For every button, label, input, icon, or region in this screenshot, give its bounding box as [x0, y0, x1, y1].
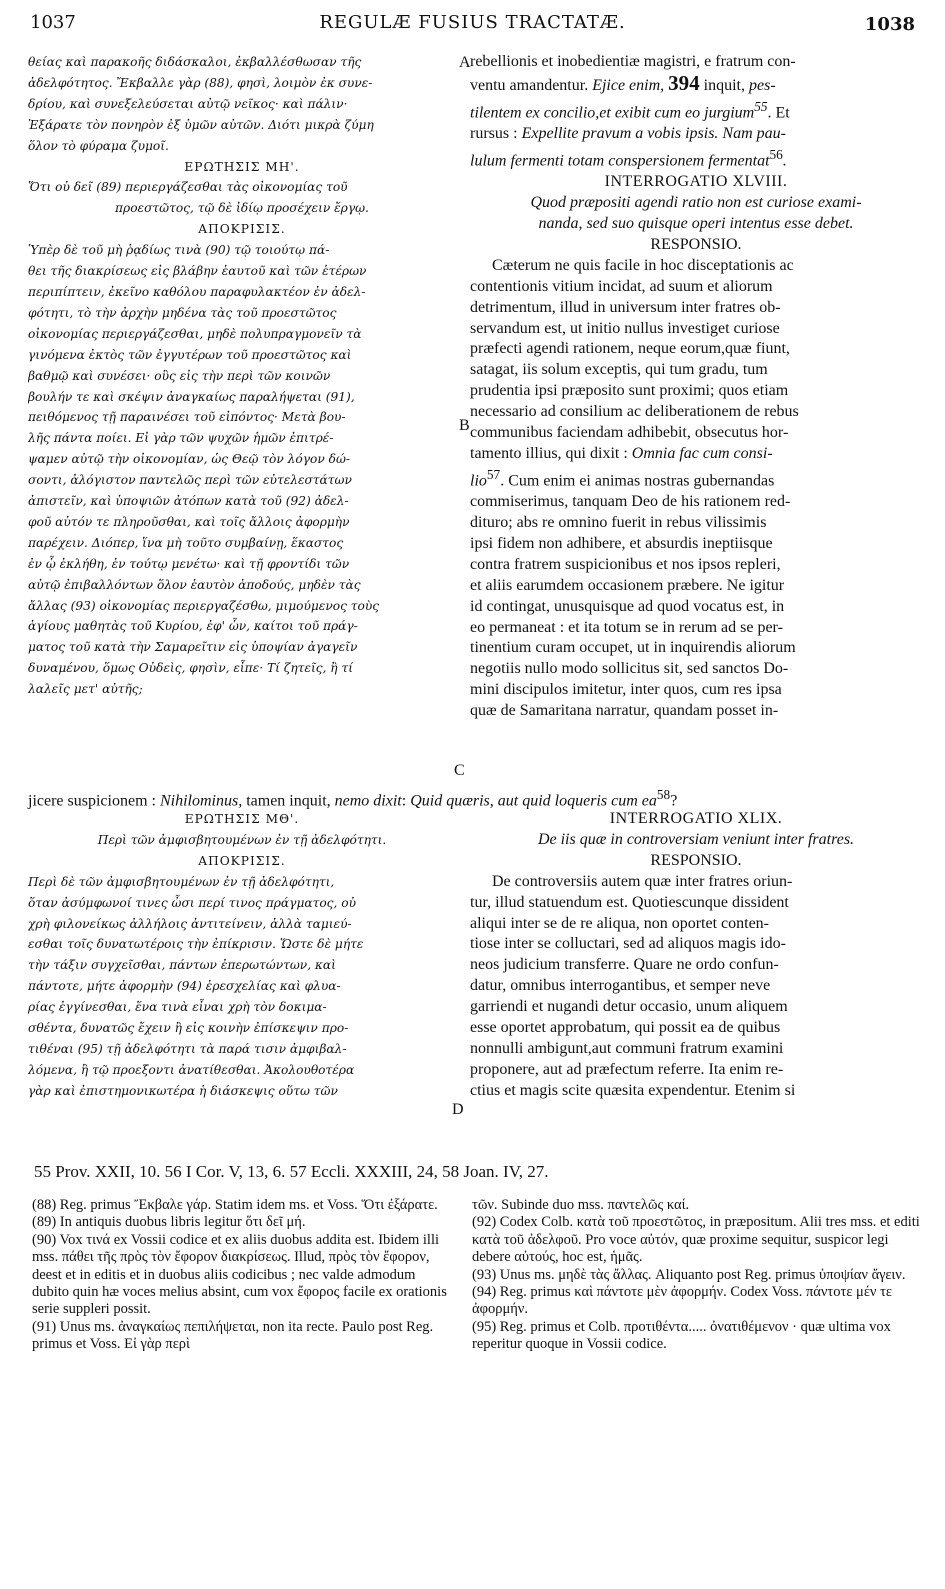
greek-line: οἰκονομίας περιεργάζεσθαι, μηδὲ πολυπραγμονεῖν τὰ	[28, 326, 362, 341]
latin-line: necessario ad consilium ac deliberationem de rebus	[470, 403, 799, 421]
greek-line: πάντοτε, μήτε ἀφορμὴν (94) ἐρεσχελίας καὶ φλυα-	[28, 979, 341, 994]
latin-line: lulum fermenti totam conspersionem fermentat$^{56}$.	[470, 146, 787, 170]
latin-line	[470, 444, 922, 465]
latin-line: prudentia ipsi præposito sunt proximi; quos etiam	[470, 382, 789, 400]
latin-line	[470, 73, 922, 97]
latin-line: detrimentum, illud in universum inter fratres ob-	[470, 298, 781, 316]
latin-italic: Expellite pravum a vobis ipsis. Nam pau-	[521, 125, 786, 143]
greek-line: Ἐξάρατε τὸν πονηρὸν ἐξ ὑμῶν αὐτῶν. Διότι μικρὰ ζύμη	[28, 117, 374, 132]
latin-line: datur, omnibus interrogantibus, et semper neve	[470, 977, 771, 995]
latin-line: servandum est, ut initio nullus investiget curiose	[470, 319, 780, 337]
footnote: (89) In antiquis duobus libris legitur ὅτι δεῖ μή.	[32, 1214, 306, 1231]
greek-line: γινόμενα ἐκτὸς τῶν ἐγγυτέρων τοῦ προεστῶτος καὶ	[28, 347, 352, 362]
margin-letter-a: A	[459, 54, 471, 71]
latin-text: :	[401, 792, 407, 810]
full-width-line	[28, 785, 928, 811]
latin-line	[470, 97, 922, 124]
footnote: (93) Unus ms. μηδὲ τὰς ἄλλας. Aliquanto post Reg. primus ὑποψίαν ἄγειν.	[472, 1266, 906, 1283]
footnote-ref: 56	[769, 146, 783, 162]
running-title: REGULÆ FUSIUS TRACTATÆ.	[319, 12, 626, 33]
greek-line: χρὴ φιλονείκως ἀλλήλοις ἀντιτείνειν, ἀλλὰ ταμιεύ-	[28, 916, 352, 931]
greek-line: σοντι, ἀλόγιστον παντελῶς περὶ τῶν εὐτελεστάτων	[28, 473, 352, 488]
greek-line: θείας καὶ παρακοῆς διδάσκαλοι, ἐκβαλλέσθωσαν τῆς	[28, 55, 362, 69]
footnote-ref: 55	[754, 98, 768, 114]
greek-line: τιθέναι (95) τῇ ἀδελφότητι τὰ παρά τισιν ἀμφιβαλ-	[28, 1041, 347, 1056]
footnote: (90) Vox τινά ex Vossii codice et ex aliis duobus addita est. Ibidem illi mss. πάθει τῆς πρὸς τὸν ἔφορον διακρίσεως. Illud, πρὸς τὸν ἔφορον, deest et in editis et in duobus aliis codicibus ; nec valde admodum dubito quin hæ voces melius absint, cum vox ἔφορος facile ex orationis serie suppleri possit.	[32, 1231, 447, 1318]
latin-line: rebellionis et inobedientiæ magistri, e fratrum con-	[470, 53, 796, 70]
scripture-references: 55 Prov. XXII, 10. 56 I Cor. V, 13, 6. 57 Eccli. XXXIII, 24, 58 Joan. IV, 27.	[34, 1162, 549, 1181]
latin-text: inquit,	[699, 76, 749, 94]
latin-line: satagat, iis solum exceptis, qui tum gradu, tum	[470, 361, 768, 379]
latin-line: et aliis earumdem occasionem præbere. Ne igitur	[470, 576, 785, 594]
latin-question-title: INTERROGATIO XLVIII.	[604, 173, 788, 191]
greek-line: ψαμεν αὐτῷ τὴν οἰκονομίαν, ὡς Θεῷ τὸν λόγον δώ-	[28, 452, 351, 467]
greek-line: ἐν ᾧ ἐκλήθη, ἐν τούτῳ μενέτω· καὶ τῇ φροντίδι τῶν	[28, 556, 350, 571]
latin-line: id contingat, unusquisque ad quod vocatus est, in	[470, 597, 785, 615]
footnote: (88) Reg. primus Ἔκβαλε γάρ. Statim idem ms. et Voss. Ὅτι ἐξάρατε.	[32, 1197, 438, 1213]
latin-line: De controversiis autem quæ inter fratres oriun-	[492, 872, 793, 890]
greek-line: ἁγίους μαθητὰς τοῦ Κυρίου, ἐφ' ὧν, καίτοι τοῦ πράγ-	[28, 619, 358, 634]
latin-line: contra fratrem suspicionibus et nos ipsos repleri,	[470, 555, 781, 573]
greek-answer-title: ΑΠΟΚΡΙΣΙΣ.	[198, 853, 286, 868]
latin-line: ipsi fidem non adhibere, et absurdis ineptiisque	[470, 534, 773, 552]
latin-italic: pes-	[749, 76, 776, 94]
latin-column-top	[470, 52, 922, 722]
greek-question-text: προεστῶτος, τῷ δὲ ἰδίῳ προσέχειν ἔργῳ.	[115, 201, 369, 216]
latin-line	[470, 465, 922, 492]
greek-line: ὅταν ἀσύμφωνοί τινες ὦσι περί τινος πράγματος, οὐ	[28, 895, 356, 910]
latin-text: . Et	[767, 104, 790, 122]
latin-line: esse oportet approbatum, qui possit ea de quibus	[470, 1019, 781, 1037]
greek-line: ἄλλας (93) οἰκονομίας περιεργαζέσθω, μιμούμενος τοὺς	[28, 598, 380, 613]
footnote: τῶν. Subinde duo mss. παντελῶς καί.	[472, 1197, 690, 1213]
greek-question-title: ΕΡΩΤΗΣΙΣ ΜΘ'.	[184, 812, 300, 826]
page-number-right: 1038	[864, 14, 915, 35]
latin-question-text: nanda, sed suo quisque operi intentus esse debet.	[538, 215, 854, 232]
latin-line: neos judicium transferre. Quare ne ordo confun-	[470, 956, 779, 974]
latin-line: quæ de Samaritana narratur, quandam posset in-	[470, 702, 779, 720]
latin-line	[470, 124, 922, 145]
greek-line: περιπίπτειν, ἐκεῖνο καθόλου παραφυλακτέον ἐν ἀδελ-	[28, 284, 366, 299]
footnotes-left	[32, 1197, 447, 1354]
latin-line: ctius et magis scite quæsita expendentur. Etenim si	[470, 1081, 796, 1099]
greek-line: λαλεῖς μετ' αὐτῆς;	[28, 682, 143, 697]
latin-italic: Ejice enim,	[592, 76, 665, 94]
latin-line: contentionis vitium incidat, ad suum et aliorum	[470, 277, 773, 295]
latin-line: tur, illud statuendum est. Quotiescunque dissident	[470, 893, 789, 911]
greek-line: Περὶ δὲ τῶν ἀμφισβητουμένων ἐν τῇ ἀδελφότητι,	[28, 874, 335, 889]
greek-line: λόμενα, ἢ τῷ προεξοντι ἀνατίθεσθαι. Ἀκολουθοτέρα	[28, 1062, 355, 1077]
greek-line: ἀδελφότητος. Ἔκβαλλε γὰρ (88), φησὶ, λοιμὸν ἐκ συνε-	[28, 75, 373, 90]
latin-line: commiserimus, tanquam Deo de his rationem red-	[470, 493, 791, 511]
latin-text: rursus :	[470, 125, 522, 143]
greek-question-title: ΕΡΩΤΗΣΙΣ ΜΗ'.	[184, 159, 300, 174]
footnote: (91) Unus ms. ἀναγκαίως πεπιλήψεται, non ita recte. Paulo post Reg. primus et Voss. Εἰ γὰρ περὶ	[32, 1318, 434, 1353]
latin-line: negotiis nullo modo sollicitus sit, sed sanctos Do-	[470, 660, 789, 678]
greek-line: δυναμένου, ὅμως Οὐδεὶς, φησὶν, εἶπε· Τί ζητεῖς, ἢ τί	[28, 661, 354, 676]
greek-line: λῆς πάντα ποίει. Εἰ γὰρ τῶν ψυχῶν ἡμῶν ἐπιτρέ-	[28, 431, 334, 446]
latin-line: tiose inter se colluctari, sed ad aliquos magis ido-	[470, 935, 786, 953]
latin-italic: Omnia fac cum consi-	[627, 444, 773, 462]
greek-line: ρίας ἐγγίνεσθαι, ἕνα τινὰ εἶναι χρὴ τὸν δοκιμα-	[28, 1000, 327, 1015]
latin-answer-title: RESPONSIO.	[650, 235, 742, 253]
latin-text: tamento illius, qui dixit :	[470, 444, 628, 462]
greek-line: πειθόμενος τῇ παραινέσει τοῦ εἰπόντος· Μετὰ βου-	[28, 410, 346, 425]
latin-text: ?	[670, 792, 678, 810]
latin-line: communibus faciendam adhibebit, obsecutus hor-	[470, 424, 789, 442]
greek-line: βαθμῷ καὶ συνέσει· οὓς εἰς τὴν περὶ τῶν κοινῶν	[28, 368, 331, 383]
latin-line: aliqui inter se de re aliqua, non oportet conten-	[470, 914, 770, 932]
latin-line: dituro; abs re omnino fuerit in rebus vilissimis	[470, 514, 767, 532]
greek-line: φότητι, τὸ τὴν ἀρχὴν μηδένα τὰς τοῦ προεστῶτος	[28, 305, 337, 320]
latin-column-bottom	[470, 809, 922, 1102]
latin-line: nonnulli ambigunt,aut communi fratrum examini	[470, 1039, 784, 1057]
greek-line: θει τῆς διακρίσεως εἰς βλάβην ἑαυτοῦ καὶ τῶν ἑτέρων	[28, 264, 367, 279]
latin-italic: lulum fermenti totam conspersionem fermentat	[470, 152, 770, 170]
column-number: 394	[668, 72, 700, 95]
page-number-left: 1037	[30, 12, 76, 33]
latin-line: Cæterum ne quis facile in hoc disceptationis ac	[492, 256, 794, 274]
latin-line: præfecti agendi rationem, neque eorum,quæ fiunt,	[470, 340, 790, 358]
footnote: (95) Reg. primus et Colb. προτιθέντα..... ὀνατιθέμενον · quæ ultima vox reperitur quoque in Vossii codice.	[472, 1318, 891, 1353]
greek-line: δρίου, καὶ συνεξελεύσεται αὐτῷ νεῖκος· καὶ πάλιν·	[28, 96, 348, 111]
greek-answer-title: ΑΠΟΚΡΙΣΙΣ.	[198, 222, 286, 237]
greek-line: εσθαι τοῖς δυνατωτέροις τὴν ἐπίκρισιν. Ὥστε δὲ μήτε	[28, 937, 364, 952]
latin-line: mini discipulos imitetur, inter quos, cum res ipsa	[470, 681, 782, 699]
latin-italic: Quid quæris, aut quid loqueris cum ea	[406, 792, 657, 810]
greek-question-text: Ὅτι οὐ δεῖ (89) περιεργάζεσθαι τὰς οἰκονομίας τοῦ	[28, 180, 348, 195]
latin-question-title: INTERROGATIO XLIX.	[609, 810, 783, 827]
latin-italic: tilentem ex concilio,et exibit cum eo jurgium	[470, 104, 755, 122]
greek-line: Ὑπὲρ δὲ τοῦ μὴ ῥᾳδίως τινὰ (90) τῷ τοιούτῳ πά-	[28, 243, 330, 258]
margin-letter-c: C	[454, 762, 465, 779]
latin-text: jicere suspicionem :	[28, 792, 156, 810]
page-header	[30, 10, 915, 36]
greek-line: βουλήν τε καὶ σκέψιν ἀναγκαίως παραλήψεται (91),	[28, 389, 355, 404]
latin-line: proponere, aut ad præfectum referre. Ita enim re-	[470, 1060, 784, 1078]
margin-letter-d: D	[452, 1101, 464, 1118]
footnote-ref: 57	[486, 466, 501, 482]
greek-line: ὅλον τὸ φύραμα ζυμοῖ.	[28, 138, 169, 153]
latin-italic: lio	[470, 472, 487, 490]
greek-line: αὐτῷ ἐπιβαλλόντων ὅλον ἑαυτὸν ἀποδούς, μηδὲν τὰς	[28, 577, 361, 592]
greek-line: γὰρ καὶ ἐπιστημονικωτέρα ἡ διάσκεψις οὕτω τῶν	[28, 1083, 338, 1098]
latin-line: garriendi et nugandi detur occasio, unum aliquem	[470, 998, 788, 1016]
greek-line: φοῦ αὐτόν τε πληροῦσθαι, καὶ τοῖς ἄλλοις ἀφορμὴν	[28, 514, 350, 529]
latin-italic: nemo dixit	[330, 792, 402, 810]
greek-column-bottom	[28, 809, 456, 1102]
footnotes-right	[472, 1197, 922, 1354]
greek-question-text: Περὶ τῶν ἀμφισβητουμένων ἐν τῇ ἀδελφότητι.	[97, 832, 387, 847]
latin-line: eo permaneat : et ita totum se in rerum ad se per-	[470, 618, 783, 636]
greek-column-top	[28, 52, 456, 700]
latin-italic: Nihilominus,	[155, 792, 243, 810]
latin-text: . Cum enim ei animas nostras gubernandas	[500, 472, 775, 490]
greek-line: τὴν τάξιν συγχεῖσθαι, πάντων ἐπερωτώντων, καὶ	[28, 958, 336, 973]
latin-text: tamen inquit,	[242, 792, 331, 810]
latin-text: ventu amandentur.	[470, 76, 593, 94]
greek-line: σθέντα, δυνατῶς ἔχειν ἢ εἰς κοινὴν ἐπίσκεψιν προ-	[28, 1021, 349, 1036]
greek-line: ματος τοῦ κατὰ τὴν Σαμαρεῖτιν εἰς ὑποψίαν ἀγαγεῖν	[28, 640, 358, 655]
latin-answer-title: RESPONSIO.	[650, 851, 742, 869]
footnote-ref: 58	[656, 787, 671, 802]
greek-line: παρέχειν. Διόπερ, ἵνα μὴ τοῦτο συμβαίνῃ, ἕκαστος	[28, 535, 344, 550]
latin-line: tinentium curam occupet, ut in inquirendis aliorum	[470, 639, 796, 657]
footnote: (92) Codex Colb. κατὰ τοῦ προεστῶτος, in præpositum. Alii tres mss. et editi κατὰ τοῦ ἀδελφοῦ. Pro voce αὐτόν, quæ proxime sequitur, suspicor legi debere αὐτούς, hoc est, ἡμᾶς.	[472, 1214, 920, 1266]
footnote: (94) Reg. primus καὶ πάντοτε μὲν ἀφορμήν. Codex Voss. πάντοτε μέν τε ἀφορμήν.	[472, 1284, 893, 1318]
greek-line: ἀπιστεῖν, καὶ ὑποψιῶν ἀτόπων κατὰ τοῦ (92) ἀδελ-	[28, 494, 349, 509]
latin-question-text: De iis quæ in controversiam veniunt inter fratres.	[537, 830, 855, 848]
margin-letter-b: B	[459, 417, 470, 434]
latin-question-text: Quod præpositi agendi ratio non est curiose exami-	[530, 194, 862, 212]
